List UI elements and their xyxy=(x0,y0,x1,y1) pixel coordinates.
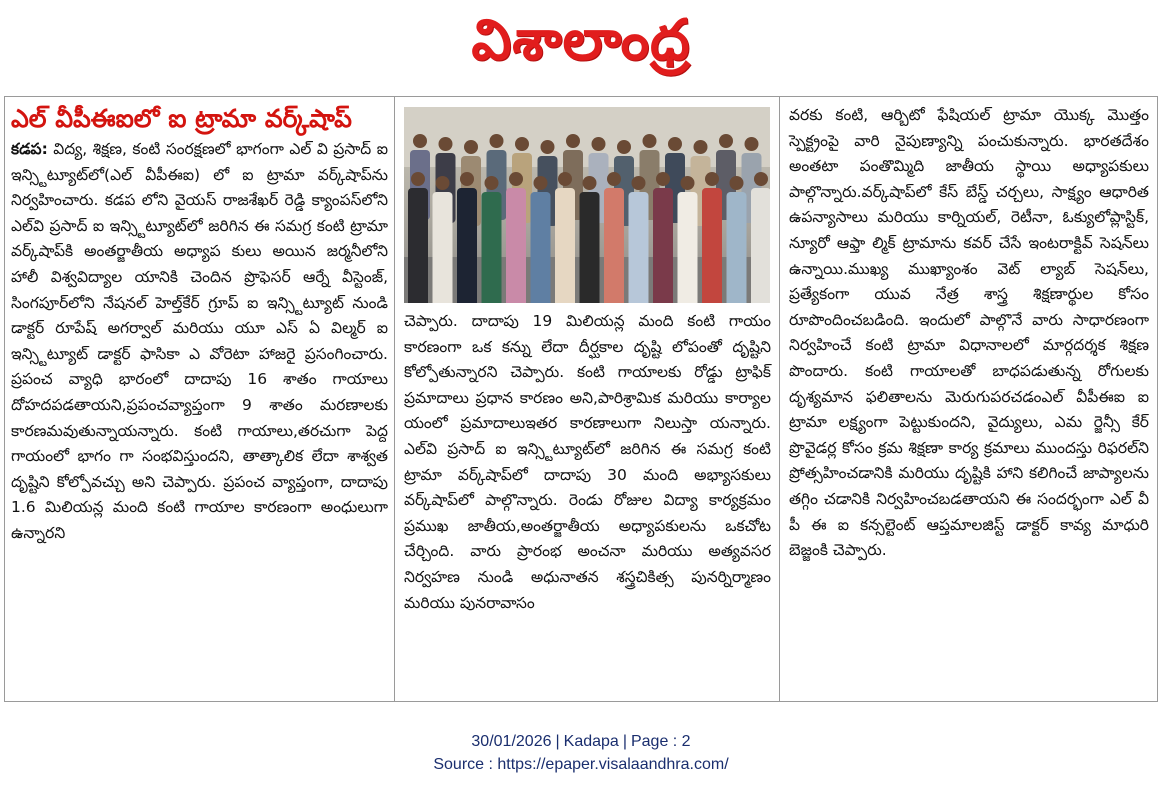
photo-person xyxy=(653,172,673,303)
group-photo-image xyxy=(404,107,770,303)
photo-person xyxy=(457,172,477,303)
photo-person xyxy=(555,172,575,303)
photo-person xyxy=(629,176,649,303)
photo-person xyxy=(482,176,502,303)
article-paragraph-2: చెప్పారు. దాదాపు 19 మిలియన్ల మంది కంటి గాయం కారణంగా ఒక కన్ను లేదా దీర్ఘకాల దృష్టి లోపంతో దృష్టిని కోల్పోతున్నారని చెప్పారు. కంటి గాయాలకు రోడ్డు ట్రాఫిక్ ప్రమాదాలు ప్రధాన కారణం అని,పారిశ్రామిక మరియు కార్యాల యంలో ప్రమాదాలుఇతర కారణాలుగా నిలుస్తా యన్నారు. ఎల్‌వి ప్రసాద్ ఐ ఇన్స్టిట్యూట్‌లో జరిగిన ఈ సమగ్ర కంటి ట్రామా వర్క్‌షాప్‌లో దాదాపు 30 మంది అభ్యాసకులు వర్క్‌షాప్‌లో పాల్గొన్నారు. రెండు రోజుల విద్యా కార్యక్రమం ప్రముఖ జాతీయ,అంతర్జాతీయ అధ్యాపకులను ఒకచోట చేర్చింది. వారు ప్రారంభ అంచనా మరియు అత్యవసర నిర్వహణ నుండి అధునాతన శస్త్రచికిత్స పునర్నిర్మాణం మరియు పునరావాసం xyxy=(404,312,771,612)
photo-person xyxy=(531,176,551,303)
photo-person xyxy=(506,172,526,303)
article-headline: ఎల్ వీపీఈఐలో ఐ ట్రామా వర్క్‌షాప్ xyxy=(11,104,352,133)
photo-person xyxy=(702,172,722,303)
footer-meta: 30/01/2026 | Kadapa | Page : 2 xyxy=(471,733,691,750)
group-photo xyxy=(404,107,770,303)
article-paragraph-1 xyxy=(11,137,388,547)
footer-page: Page : 2 xyxy=(630,733,691,750)
newspaper-logo: విశాలాంధ్ర xyxy=(471,7,691,73)
footer-source: Source : https://epaper.visalaandhra.com/ xyxy=(433,756,729,773)
photo-person xyxy=(433,176,453,303)
article-column-1 xyxy=(5,97,395,701)
footer-edition: Kadapa xyxy=(563,733,619,750)
article-column-3 xyxy=(781,97,1157,701)
masthead xyxy=(0,0,1162,80)
photo-person xyxy=(408,172,428,303)
photo-person xyxy=(751,172,770,303)
photo-person xyxy=(604,172,624,303)
photo-person xyxy=(678,176,698,303)
photo-person xyxy=(727,176,747,303)
article-body-1: విద్య, శిక్షణ, కంటి సంరక్షణలో భాగంగా ఎల్ వి ప్రసాద్ ఐ ఇన్స్టిట్యూట్‌లో(ఎల్ వీపీఈఐ) లో ఐ ట్రామా వర్క్‌షాప్‌ను నిర్వహించారు. కడప లోని వైయస్ రాజశేఖర్ రెడ్డి క్యాంపస్‌లోని ఎల్‌వి ప్రసాద్ ఐ ఇన్స్టిట్యూట్‌లో జరిగిన ఈ సమగ్ర కంటి ట్రామా వర్క్‌షాప్‌కి అంతర్జాతీయ అధ్యాప కులు అయిన జర్మనీలోని హాలీ విశ్వవిద్యాల యానికి చెందిన ప్రొఫెసర్ ఆర్నే వీస్టెంజ్, సింగపూర్‌లోని నేషనల్ హెల్త్‌కేర్ గ్రూప్ ఐ ఇన్స్టిట్యూట్ నుండి డాక్టర్ రూపేష్ అగర్వాల్ మరియు యూ ఎస్ ఏ విల్మర్ ఐ ఇన్స్టిట్యూట్ డాక్టర్ ఫాసికా ఎ వోరెటా హాజరై ప్రసంగించారు. ప్రపంచ వ్యాధి భారంలో దాదాపు 16 శాతం గాయాలు దోహదపడతాయని,ప్రపంచవ్యాప్తంగా 9 శాతం మరణాలకు కారణమవుతున్నాయన్నారు. కంటి గాయాలు,తరచుగా పెద్ద గాయంలో భాగం గా సంభవిస్తుందని, తాత్కాలిక లేదా శాశ్వత దృష్టిని కోల్పోవచ్చు అని చెప్పారు. ప్రపంచ వ్యాప్తంగా, దాదాపు 1.6 మిలియన్ల మంది కంటి గాయాల కారణంగా అంధులుగా ఉన్నారని xyxy=(11,140,388,542)
photo-person xyxy=(580,176,600,303)
footer-date: 30/01/2026 xyxy=(471,733,552,750)
article-dateline: కడప: xyxy=(11,140,48,158)
article-frame xyxy=(4,96,1158,702)
page-footer xyxy=(0,730,1162,776)
article-paragraph-3: వరకు కంటి, ఆర్బిటో ఫేషియల్ ట్రామా యొక్క మొత్తం స్పెక్ట్రంపై వారి నైపుణ్యాన్ని పంచుకున్నారు. భారతదేశం అంతటా పంతొమ్మిది జాతీయ స్థాయి అధ్యాపకులు పాల్గొన్నారు.వర్క్‌షాప్‌లో కేస్ బేస్డ్ చర్చలు, సాక్ష్యం ఆధారిత ఉపన్యాసాలు మరియు కార్నియల్, రెటీనా, ఓక్యులోప్లాస్టిక్, న్యూరో ఆఫ్తా ల్మిక్ ట్రామాను కవర్ చేసే ఇంటరాక్టివ్ సెషన్‌లు ఉన్నాయి.ముఖ్య ముఖ్యాంశం వెట్ ల్యాబ్ సెషన్‌లు, ప్రత్యేకంగా యువ నేత్ర శాస్త్ర శిక్షణార్థుల కోసం రూపొందించబడింది. ఇందులో పాల్గొనే వారు సాధారణంగా నిర్వహించే కంటి ట్రామా విధానాలలో మార్గదర్శక శిక్షణ పొందారు. కంటి గాయాలతో బాధపడుతున్న రోగులకు దృశ్యమాన ఫలితాలను మెరుగుపరచడంఎల్ వీపీఈఐ ఐ ట్రామా లక్ష్యంగా పెట్టుకుందని, వైద్యులు, ఎమ ర్జెన్సీ కేర్ ప్రొవైడర్ల కోసం క్రమ శిక్షణా కార్య క్రమాలు ముందస్తు రిఫరల్‌ని ప్రోత్సహించడానికి మరియు దృష్టికి హాని కలిగించే జాప్యాలను తగ్గిం చడానికి నిర్వహించబడతాయని ఈ సందర్భంగా ఎల్ వీ పీ ఈ ఐ కన్సల్టెంట్ ఆప్తమాలజిస్ట్ డాక్టర్ కావ్య మాధురి బెజ్జంకి చెప్పారు. xyxy=(789,106,1149,560)
article-column-2 xyxy=(396,97,780,701)
